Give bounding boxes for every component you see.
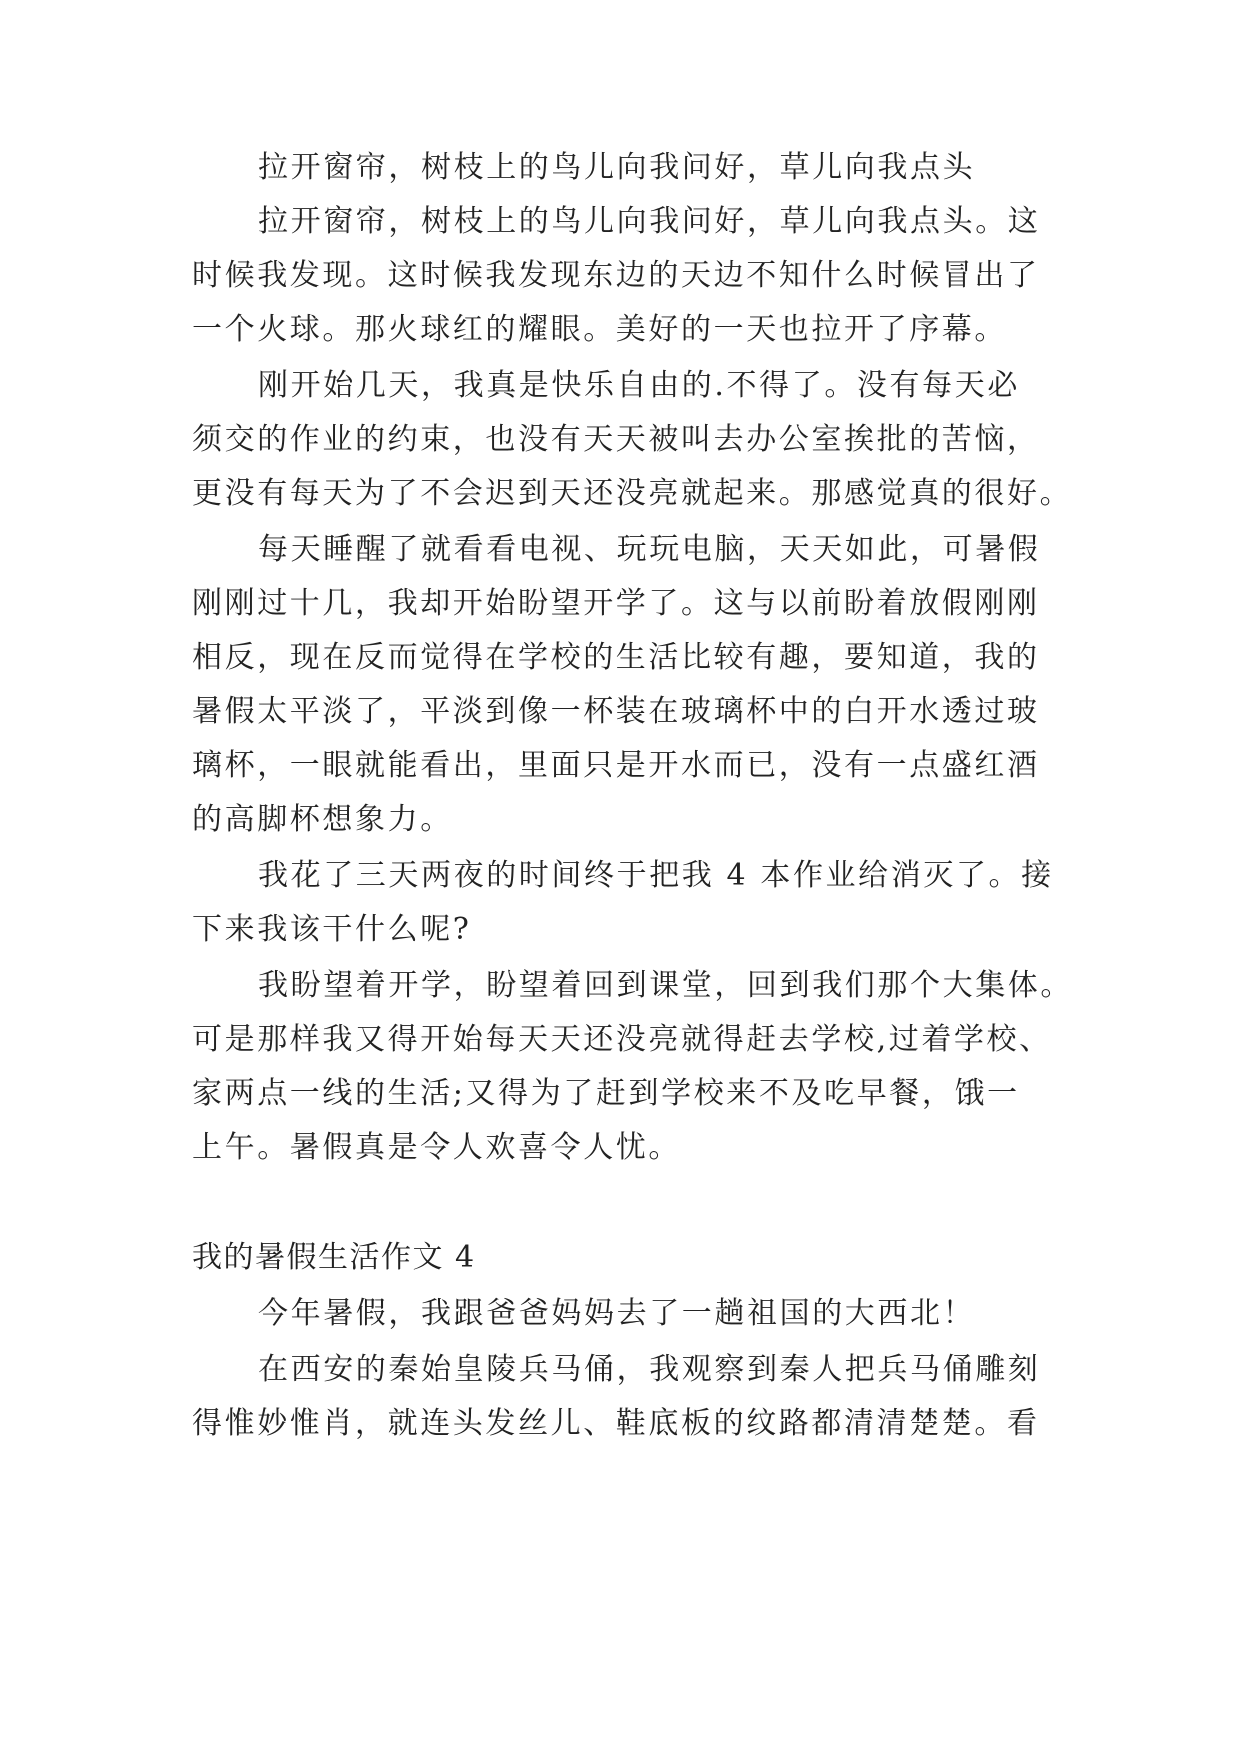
text-line: 今年暑假，我跟爸爸妈妈去了一趟祖国的大西北！ — [258, 1296, 976, 1331]
text-line: 我盼望着开学，盼望着回到课堂，回到我们那个大集体。 — [258, 968, 1073, 1003]
text-line: 拉开窗帘，树枝上的鸟儿向我问好，草儿向我点头。这 — [258, 204, 1041, 239]
text-line: 家两点一线的生活;又得为了赶到学校来不及吃早餐，饿一 — [192, 1076, 1020, 1111]
text-line: 的高脚杯想象力。 — [192, 802, 453, 837]
text-line: 上午。暑假真是令人欢喜令人忧。 — [192, 1130, 681, 1165]
text-line: 须交的作业的约束，也没有天天被叫去办公室挨批的苦恼， — [192, 422, 1040, 457]
text-line: 得惟妙惟肖，就连头发丝儿、鞋底板的纹路都清清楚楚。看 — [192, 1406, 1040, 1441]
text-line: 我花了三天两夜的时间终于把我 4 本作业给消灭了。接 — [258, 858, 1054, 893]
text-line: 更没有每天为了不会迟到天还没亮就起来。那感觉真的很好。 — [192, 476, 1073, 511]
section-heading: 我的暑假生活作文 4 — [192, 1240, 476, 1275]
text-line: 每天睡醒了就看看电视、玩玩电脑，天天如此，可暑假 — [258, 532, 1041, 567]
text-line: 时候我发现。这时候我发现东边的天边不知什么时候冒出了 — [192, 258, 1040, 293]
text-line: 在西安的秦始皇陵兵马俑，我观察到秦人把兵马俑雕刻 — [258, 1352, 1041, 1387]
text-line: 可是那样我又得开始每天天还没亮就得赶去学校,过着学校、 — [192, 1022, 1052, 1057]
text-line: 拉开窗帘，树枝上的鸟儿向我问好，草儿向我点头 — [258, 150, 976, 185]
text-line: 刚开始几天，我真是快乐自由的.不得了。没有每天必 — [258, 368, 1020, 403]
text-line: 下来我该干什么呢? — [192, 912, 472, 947]
text-line: 刚刚过十几，我却开始盼望开学了。这与以前盼着放假刚刚 — [192, 586, 1040, 621]
text-line: 璃杯，一眼就能看出，里面只是开水而已，没有一点盛红酒 — [192, 748, 1040, 783]
text-line: 相反，现在反而觉得在学校的生活比较有趣，要知道，我的 — [192, 640, 1040, 675]
text-line: 一个火球。那火球红的耀眼。美好的一天也拉开了序幕。 — [192, 312, 1007, 347]
text-line: 暑假太平淡了，平淡到像一杯装在玻璃杯中的白开水透过玻 — [192, 694, 1040, 729]
